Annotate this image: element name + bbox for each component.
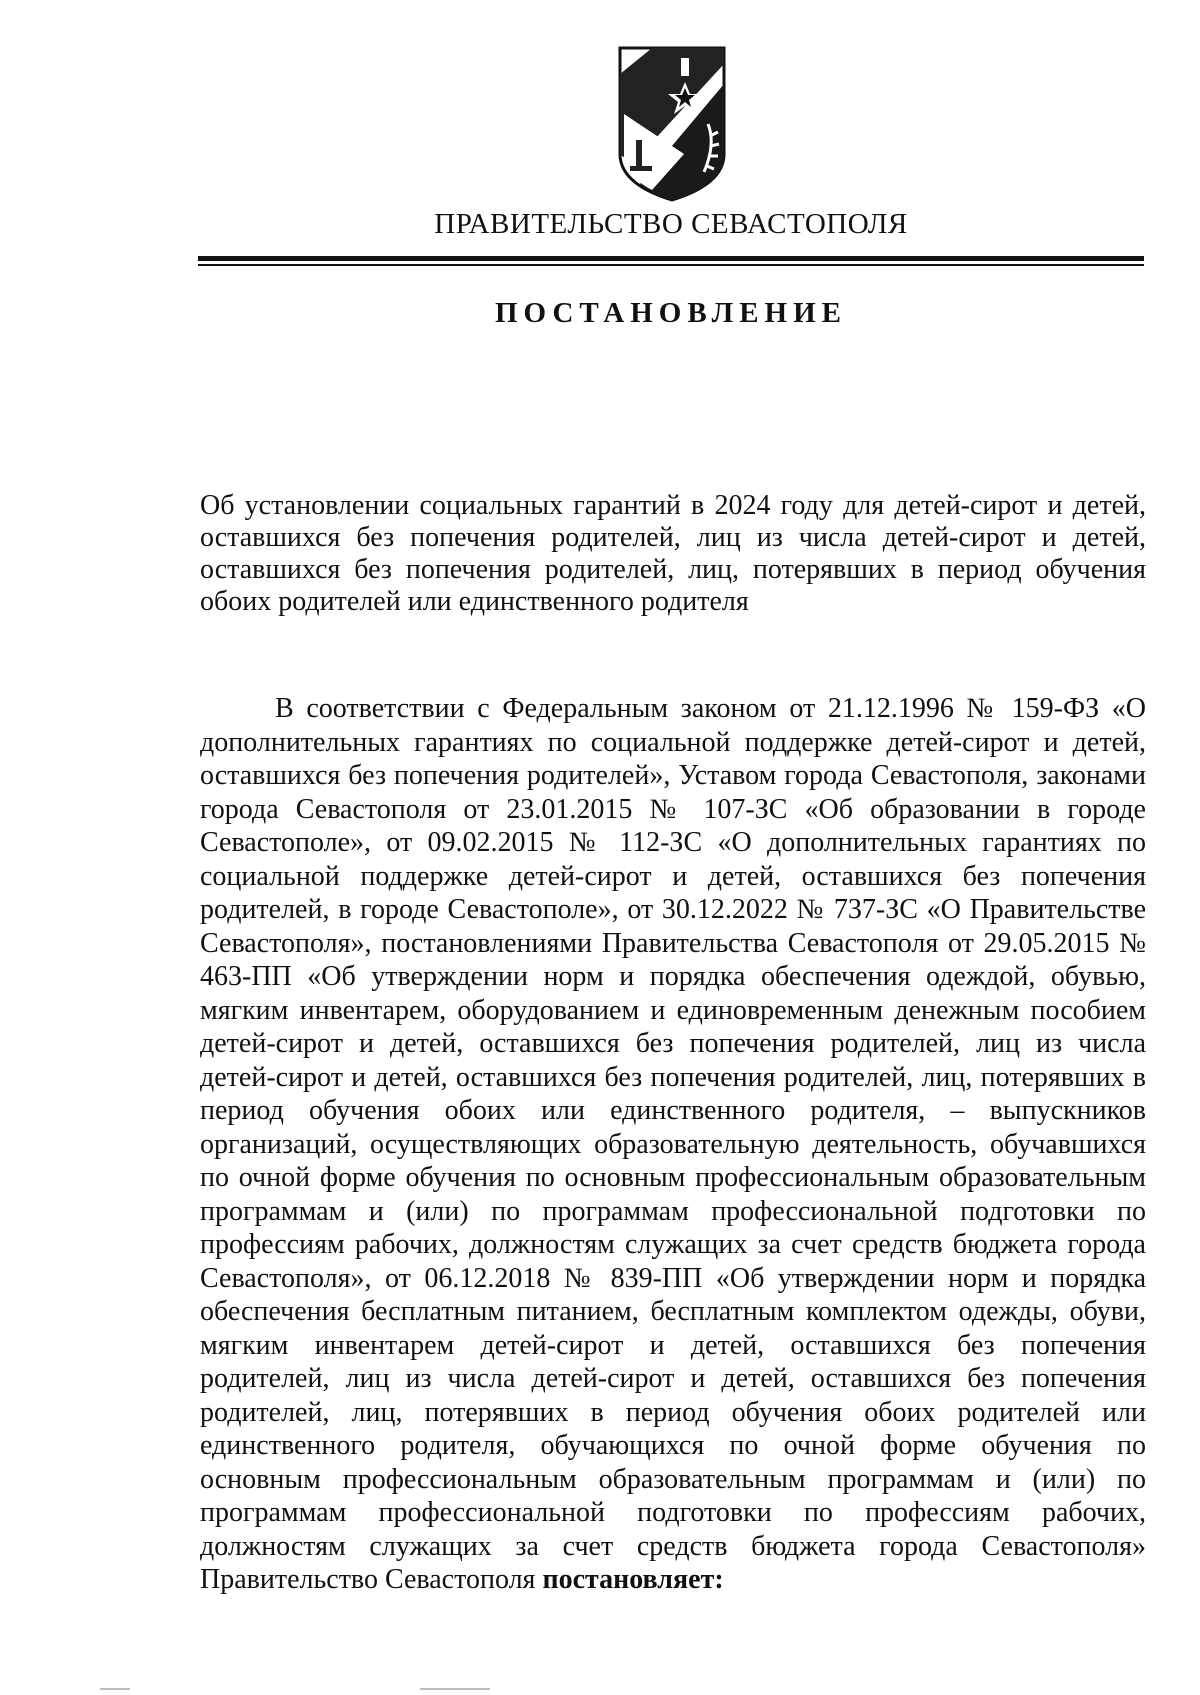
preamble-paragraph xyxy=(200,692,1146,1597)
document-type-title: ПОСТАНОВЛЕНИЕ xyxy=(494,297,847,329)
header-divider-thick xyxy=(198,256,1144,261)
scan-artifact xyxy=(420,1688,490,1690)
decree-word: постановляет: xyxy=(542,1564,724,1595)
coat-of-arms-icon xyxy=(612,44,732,204)
document-subject: Об установлении социальных гарантий в 2024 году для детей-сирот и детей, оставшихся без попечения родителей, лиц из числа детей-сирот и детей, оставшихся без попечения родителей, лиц, потерявших в период обучения обоих родителей или единственного родителя xyxy=(200,490,1146,617)
government-name: ПРАВИТЕЛЬСТВО СЕВАСТОПОЛЯ xyxy=(434,208,908,240)
scan-artifact xyxy=(100,1688,130,1690)
preamble-text: В соответствии с Федеральным законом от 21.12.1996 № 159-ФЗ «О дополнительных гарантиях по социальной поддержке детей-сирот и детей, оставшихся без попечения родителей», Уставом города Севастополя, законами города Севастополя от 23.01.2015 № 107-ЗС «Об образовании в городе Севастополе», от 09.02.2015 № 112-ЗС «О дополнительных гарантиях по социальной поддержке детей-сирот и детей, оставшихся без попечения родителей, в городе Севастополе», от 30.12.2022 № 737-ЗС «О Правительстве Севастополя», постановлениями Правительства Севастополя от 29.05.2015 № 463-ПП «Об утверждении норм и порядка обеспечения одеждой, обувью, мягким инвентарем, оборудованием и единовременным денежным пособием детей-сирот и детей, оставшихся без попечения родителей, лиц из числа детей-сирот и детей, оставшихся без попечения родителей, лиц, потерявших в период обучения обоих или единственного родителя, – выпускников организаций, осуществляющих образовательную деятельность, обучавшихся по очной форме обучения по основным профессиональным образовательным программам и (или) по программам профессиональной подготовки по профессиям рабочих, должностям служащих за счет средств бюджета города Севастополя», от 06.12.2018 № 839-ПП «Об утверждении норм и порядка обеспечения бесплатным питанием, бесплатным комплектом одежды, обуви, мягким инвентарем детей-сирот и детей, оставшихся без попечения родителей, лиц из числа детей-сирот и детей, оставшихся без попечения родителей, лиц, потерявших в период обучения обоих родителей или единственного родителя, обучающихся по очной форме обучения по основным профессиональным образовательным программам и (или) по программам профессиональной подготовки по профессиям рабочих, должностям служащих за счет средств бюджета города Севастополя» Правительство Севастополя xyxy=(200,693,1146,1595)
header-divider-thin xyxy=(198,264,1144,266)
